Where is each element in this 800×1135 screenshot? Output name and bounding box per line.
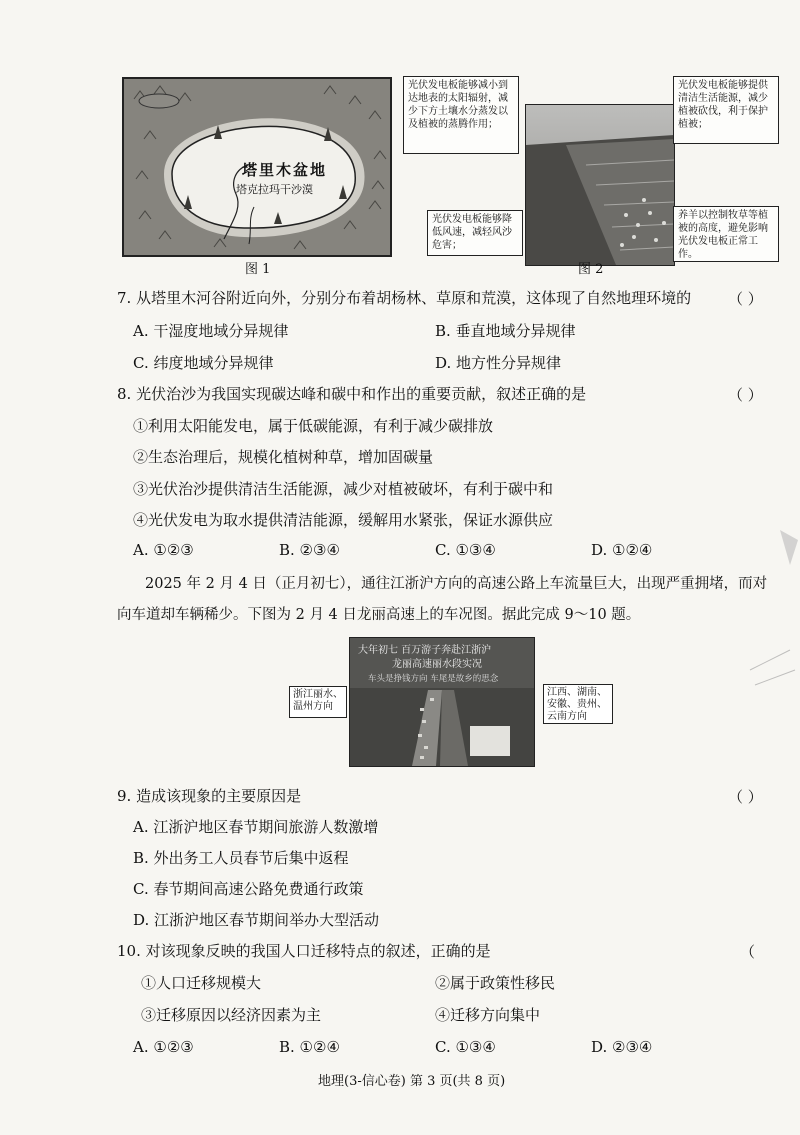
q8-option-d: D. ①②④	[591, 541, 653, 559]
q10-item-3: ③迁移原因以经济因素为主	[141, 1006, 322, 1024]
label-zhejiang-direction: 浙江丽水、温州方向	[289, 686, 347, 718]
q8-item-2: ②生态治理后，规模化植树种草，增加固碳量	[133, 448, 434, 466]
q7-stem: 7. 从塔里木河谷附近向外，分别分布着胡杨林、草原和荒漠，这体现了自然地理环境的	[117, 289, 692, 307]
basin-label: 塔里木盆地	[242, 161, 328, 179]
q7-option-a: A. 干湿度地域分异规律	[133, 322, 289, 340]
figure-1-caption: 图 1	[245, 262, 271, 277]
q9-option-a: A. 江浙沪地区春节期间旅游人数激增	[133, 818, 379, 836]
intro-line-1: 2025 年 2 月 4 日（正月初七），通往江浙沪方向的高速公路上车流量巨大，出现严重拥堵，而对	[145, 576, 768, 592]
q9-option-d: D. 江浙沪地区春节期间举办大型活动	[133, 911, 380, 929]
q8-option-a: A. ①②③	[133, 541, 194, 559]
q8-item-4: ④光伏发电为取水提供清洁能源，缓解用水紧张，保证水源供应	[133, 511, 554, 529]
q8-answer-paren: （ ）	[728, 386, 763, 404]
figure-1-map	[122, 77, 392, 257]
photo-title-line-2: 龙丽高速丽水段实况	[392, 659, 482, 670]
figure-2-photo	[525, 104, 675, 266]
q10-item-1: ①人口迁移规模大	[141, 974, 262, 992]
q10-stem: 10. 对该现象反映的我国人口迁移特点的叙述，正确的是	[117, 942, 491, 960]
photo-title-line-1: 大年初七 百万游子奔赴江浙沪	[358, 645, 492, 656]
q8-option-b: B. ②③④	[279, 541, 340, 559]
q9-answer-paren: （ ）	[728, 788, 763, 806]
label-inland-provinces-direction: 江西、湖南、安徽、贵州、云南方向	[543, 684, 613, 724]
q8-item-1: ①利用太阳能发电，属于低碳能源，有利于减少碳排放	[133, 417, 494, 435]
callout-reduce-wind: 光伏发电板能够降低风速，减轻风沙危害；	[427, 210, 523, 256]
q8-option-c: C. ①③④	[435, 541, 496, 559]
q7-option-b: B. 垂直地域分异规律	[435, 322, 576, 340]
q7-option-c: C. 纬度地域分异规律	[133, 354, 274, 372]
callout-reduce-radiation: 光伏发电板能够减小到达地表的太阳辐射，减少下方土壤水分蒸发以及植被的蒸腾作用；	[403, 76, 519, 154]
q9-stem: 9. 造成该现象的主要原因是	[117, 787, 302, 805]
q8-stem: 8. 光伏治沙为我国实现碳达峰和碳中和作出的重要贡献，叙述正确的是	[117, 385, 587, 403]
figure-2-caption: 图 2	[578, 262, 604, 277]
q10-item-2: ②属于政策性移民	[435, 974, 556, 992]
page-footer: 地理(3-信心卷) 第 3 页(共 8 页)	[318, 1074, 506, 1089]
q8-item-3: ③光伏治沙提供清洁生活能源，减少对植被破坏，有利于碳中和	[133, 480, 554, 498]
callout-clean-energy: 光伏发电板能够提供清洁生活能源，减少植被砍伐，利于保护植被；	[673, 76, 779, 144]
page-edge-marks	[720, 520, 800, 700]
q10-option-d: D. ②③④	[591, 1038, 653, 1056]
photo-subtitle: 车头是挣钱方向 车尾是故乡的思念	[368, 674, 499, 684]
q10-option-c: C. ①③④	[435, 1038, 496, 1056]
q10-option-a: A. ①②③	[133, 1038, 194, 1056]
desert-label: 塔克拉玛干沙漠	[236, 183, 313, 196]
q9-option-b: B. 外出务工人员春节后集中返程	[133, 849, 349, 867]
callout-sheep-grazing: 养羊以控制牧草等植被的高度，避免影响光伏发电板正常工作。	[673, 206, 779, 262]
highway-traffic-photo	[349, 637, 535, 767]
intro-line-2: 向车道却车辆稀少。下图为 2 月 4 日龙丽高速上的车况图。据此完成 9～10 题。	[117, 607, 641, 623]
q7-option-d: D. 地方性分异规律	[435, 354, 562, 372]
q10-answer-paren: （	[740, 943, 756, 961]
q9-option-c: C. 春节期间高速公路免费通行政策	[133, 880, 364, 898]
q10-option-b: B. ①②④	[279, 1038, 340, 1056]
q10-item-4: ④迁移方向集中	[435, 1006, 541, 1024]
q7-answer-paren: （ ）	[728, 290, 763, 308]
pv-panel-photo	[526, 105, 674, 265]
